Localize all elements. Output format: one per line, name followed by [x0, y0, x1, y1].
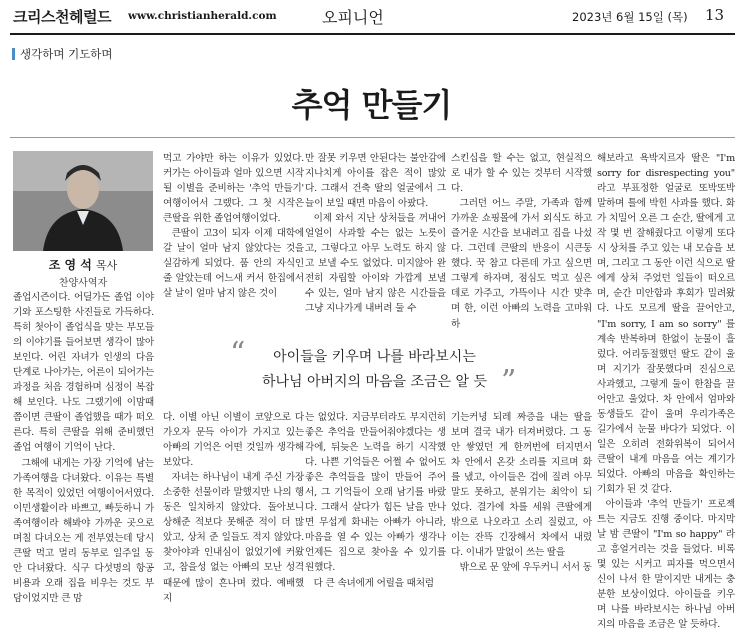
- article-paragraph: 기는커녕 되레 짜증을 내는 딸을 보며 결국 내가 터져버렸다. 그 동안 쌓였던 게 한꺼번에 터지면서 차 안에서 온갖 소리를 지르며 화를 냈고, 아이들은 겁에 질려 아무 말도 못하고, 분위기는 최악이 되었다. 결가에 차를 세워 큰딸에게 밖으로 나오라고 소리 질렀고, 아이는 잔뜩 긴장해서 차에서 내렸다. 이내가 말없이 쓰는 딸을: [451, 412, 592, 559]
- page-number: 13: [705, 6, 725, 24]
- author-portrait-graphic: [13, 151, 153, 251]
- article-paragraph: 먹고 가야만 하는 이유가 있었다. 커가는 아이들과 얼마 있으면 시작될 이별을 준비하는 '추억 만들기' 여행이어서 그랬다. 그 첫 시작은 큰딸을 위한 졸업여행이었다.: [163, 153, 304, 225]
- article-column-3-lower: [305, 410, 446, 608]
- quote-open-icon: “: [230, 336, 246, 371]
- pull-quote-line-2: 하나님 아버지의 마음을 조금은 알 듯: [261, 374, 488, 390]
- article-column-2-upper: [163, 151, 304, 333]
- article-paragraph: 큰딸이 고3이 되자 이제 대학에 갈 날이 얼마 남지 않았다는 것을 실감하게 되었다. 품 안의 자식인 줄 알았는데 어느새 커서 한집에서 살 날이 얼마 남지 않은 것이: [163, 228, 304, 300]
- article-paragraph: 다. 이별 아닌 이별이 코앞으로 다가오자 문득 아이가 가지고 있는 아빠의 기억은 어떤 것일까 생각해 보았다.: [163, 412, 304, 469]
- article-paragraph: 그러던 어느 주말, 가족과 함께 가까운 쇼핑몰에 가서 외식도 하고 즐거운 시간을 보내려고 집을 나섰다. 그런데 큰딸의 반응이 시큰둥했다. 꾹 참고 다른데 가고 싶으면 그렇게 하자며, 점심도 먹고 싶은 데로 가주고, 가뜩이나 시간 맞추며 한, 이런 아빠의 노력을 고마워 하: [451, 198, 592, 330]
- article-paragraph: 해보라고 욕박지르자 딸은 "I'm sorry for disrespecting you" 라고 부표정한 얼굴로 또박또박 말하며 틀에 박힌 사과를 했다. 화가 치밀어 오른 그 순간, 딸에게 고작 몇 번 잘해줬다고 이렇게 또다시 상처를 주고 있는 내 모습을 보며, 그리고 그 동안 이런 식으로 딸에게 상처 주었던 일들이 떠오르며, 순간 미안함과 후회가 밀려왔다. 나도 모르게 딸을 끌어안고, "I'm sorry, I am so sorry" 를 계속 반복하며 한없이 눈물이 흘렀다. 어리둥절했던 딸도 같이 울며 지기가 잘못했다며 진심으로 사과했고, 그렇게 둘이 한참을 끌어안고 울었다. 차 안에서 엄마와 동생들도 같이 울며 우리가족은 길가에서 눈물 바다가 되었다. 이 일은 오히려 전화위복이 되어서 큰딸이 내게 마음을 여는 계기가 되었다. 아빠의 마음을 확인하는 기회가 된 것 같다.: [597, 153, 735, 496]
- newspaper-brand: 크리스천헤럴드: [13, 8, 111, 26]
- author-photo: [13, 151, 153, 251]
- article-column-5: [597, 151, 735, 631]
- article-paragraph: 이제 와서 지난 상처들을 꺼내어 얼얼이 사과할 수는 없는 노릇이고, 그렇다고 아무 노력도 하지 않고 보낼 수도 없었다. 미지않아 완전히 자립할 아이와 가깝게 보낼 수 있는, 얼마 남지 않은 시간들을 그냥 지나가게 내버려 둘 수: [305, 213, 446, 315]
- pull-quote: [163, 337, 586, 407]
- masthead: [0, 0, 743, 34]
- article-paragraph: 아이들과 '추억 만들기' 프로젝트는 지금도 진행 중이다. 마지막 날 밤 큰딸이 "I'm so happy" 라고 흥얼거리는 것을 들었다. 비록 몇 있는 시커고 피자를 먹으면서 신이 나서 한 말이지만 내게는 충분한 보상이었다. 아이들을 키우며 나를 바라보시는 하나님 아버지의 마음을 조금은 알 듯하다.: [597, 499, 735, 631]
- issue-date: 2023년 6월 15일 (목): [572, 10, 688, 24]
- column-tag-marker: [12, 48, 15, 60]
- article-paragraph: 스킨십을 할 수는 없고, 현실적으로 내가 할 수 있는 것부터 시작했다.: [451, 153, 592, 195]
- article-column-3-upper: [305, 151, 446, 333]
- column-tag-label: 생각하며 기도하며: [20, 47, 113, 61]
- author-affiliation: 찬양사역자: [58, 278, 108, 289]
- article-paragraph: 밖으로 문 앞에 우두커니 서서 동: [459, 562, 592, 574]
- article-paragraph: 다 큰 속녀에게 어릴을 때처럼: [313, 577, 434, 589]
- headline: 추억 만들기: [291, 86, 452, 124]
- article-column-4-upper: [451, 151, 592, 333]
- article-paragraph: 만 잘못 키우면 안된다는 불안감에 지나치게 아이를 잡은 적이 많았다. 그래서 건축 딸의 얼굴에서 그늘이 보일 때면 마음이 아팠다.: [305, 153, 446, 210]
- article-column-2-lower: [163, 410, 304, 608]
- article-paragraph: 졸업시즌이다. 어딜가든 졸업 이야기와 포스팅한 사진들로 가득하다. 특히 첫아이 졸업식을 맞는 부모들의 이야기를 들어보면 생각이 많아 보인다. 어린 자녀가 인생의 다음 단계로 나아가는, 어른이 되어가는 과정을 처음 경험하며 심정이 복잡해 보인다. 나도 그랬기에 이맘때쯤이면 큰딸이 졸업했을 때가 떠오른다. 특히 큰딸을 위해 준비했던 졸업 여행이 기억이 난다.: [13, 292, 154, 454]
- author-name: [13, 256, 153, 273]
- article-paragraph: 자녀는 하나님이 내게 주신 가장 소중한 선물이라 말했지만 나의 행동은 일치하지 않았다. 돌아보니 상해준 적보다 못해준 적이 더 많았고, 상처 준 일들도 적지 않았다. 찾아야과 인내심이 없었기에 커왔고, 참을성 없는 아빠의 모난 성격 때문에 많이 흔나며 컸다. 예배했지: [163, 472, 304, 604]
- headline-rule: [10, 137, 735, 138]
- column-tag: [12, 46, 113, 62]
- masthead-rule: [10, 33, 735, 35]
- site-url[interactable]: www.christianherald.com: [128, 10, 277, 22]
- author-name-text: 조 영 석: [48, 258, 92, 272]
- pull-quote-line-1: 아이들을 키우며 나를 바라보시는: [273, 349, 476, 365]
- article-column-1: [13, 290, 154, 608]
- quote-close-icon: ”: [501, 364, 517, 399]
- article-paragraph: 는 없었다. 지금부터라도 부지런히 좋은 추억을 만들어줘야겠다는 생각에, 뒤늦은 노력을 하기 시작했다. 나쁜 기억들은 어쩔 수 없어도 좋은 추억들을 많이 만들어 주어서, 그 기억들이 오래 남기를 바랐다. 그래서 살다가 힘든 날을 만나면 무섭게 화내는 아빠가 아니라, 마음을 열 수 있는 아빠가 생각나 언제든 집으로 찾아올 수 있기를 원했다.: [305, 412, 446, 574]
- author-role: 목사: [96, 259, 118, 272]
- article-paragraph: 그해에 내게는 가장 기억에 남는 가족여행을 다녀왔다. 이유는 특별한 목적이 있었던 여행이어서였다. 이민생활이라 바쁘고, 빠듯하니 가족여행이라 해봐야 가까운 곳으로 며칠 다녀오는 게 전부였는데 당시 큰딸 먹고 멀리 동부로 일주일 동안 다녀왔다. 식구 다섯명의 항공비용과 오래 집을 비우는 것도 부담이었지만 큰 맘: [13, 457, 154, 604]
- section-name: 오피니언: [322, 8, 384, 27]
- article-column-4-lower: [451, 410, 592, 608]
